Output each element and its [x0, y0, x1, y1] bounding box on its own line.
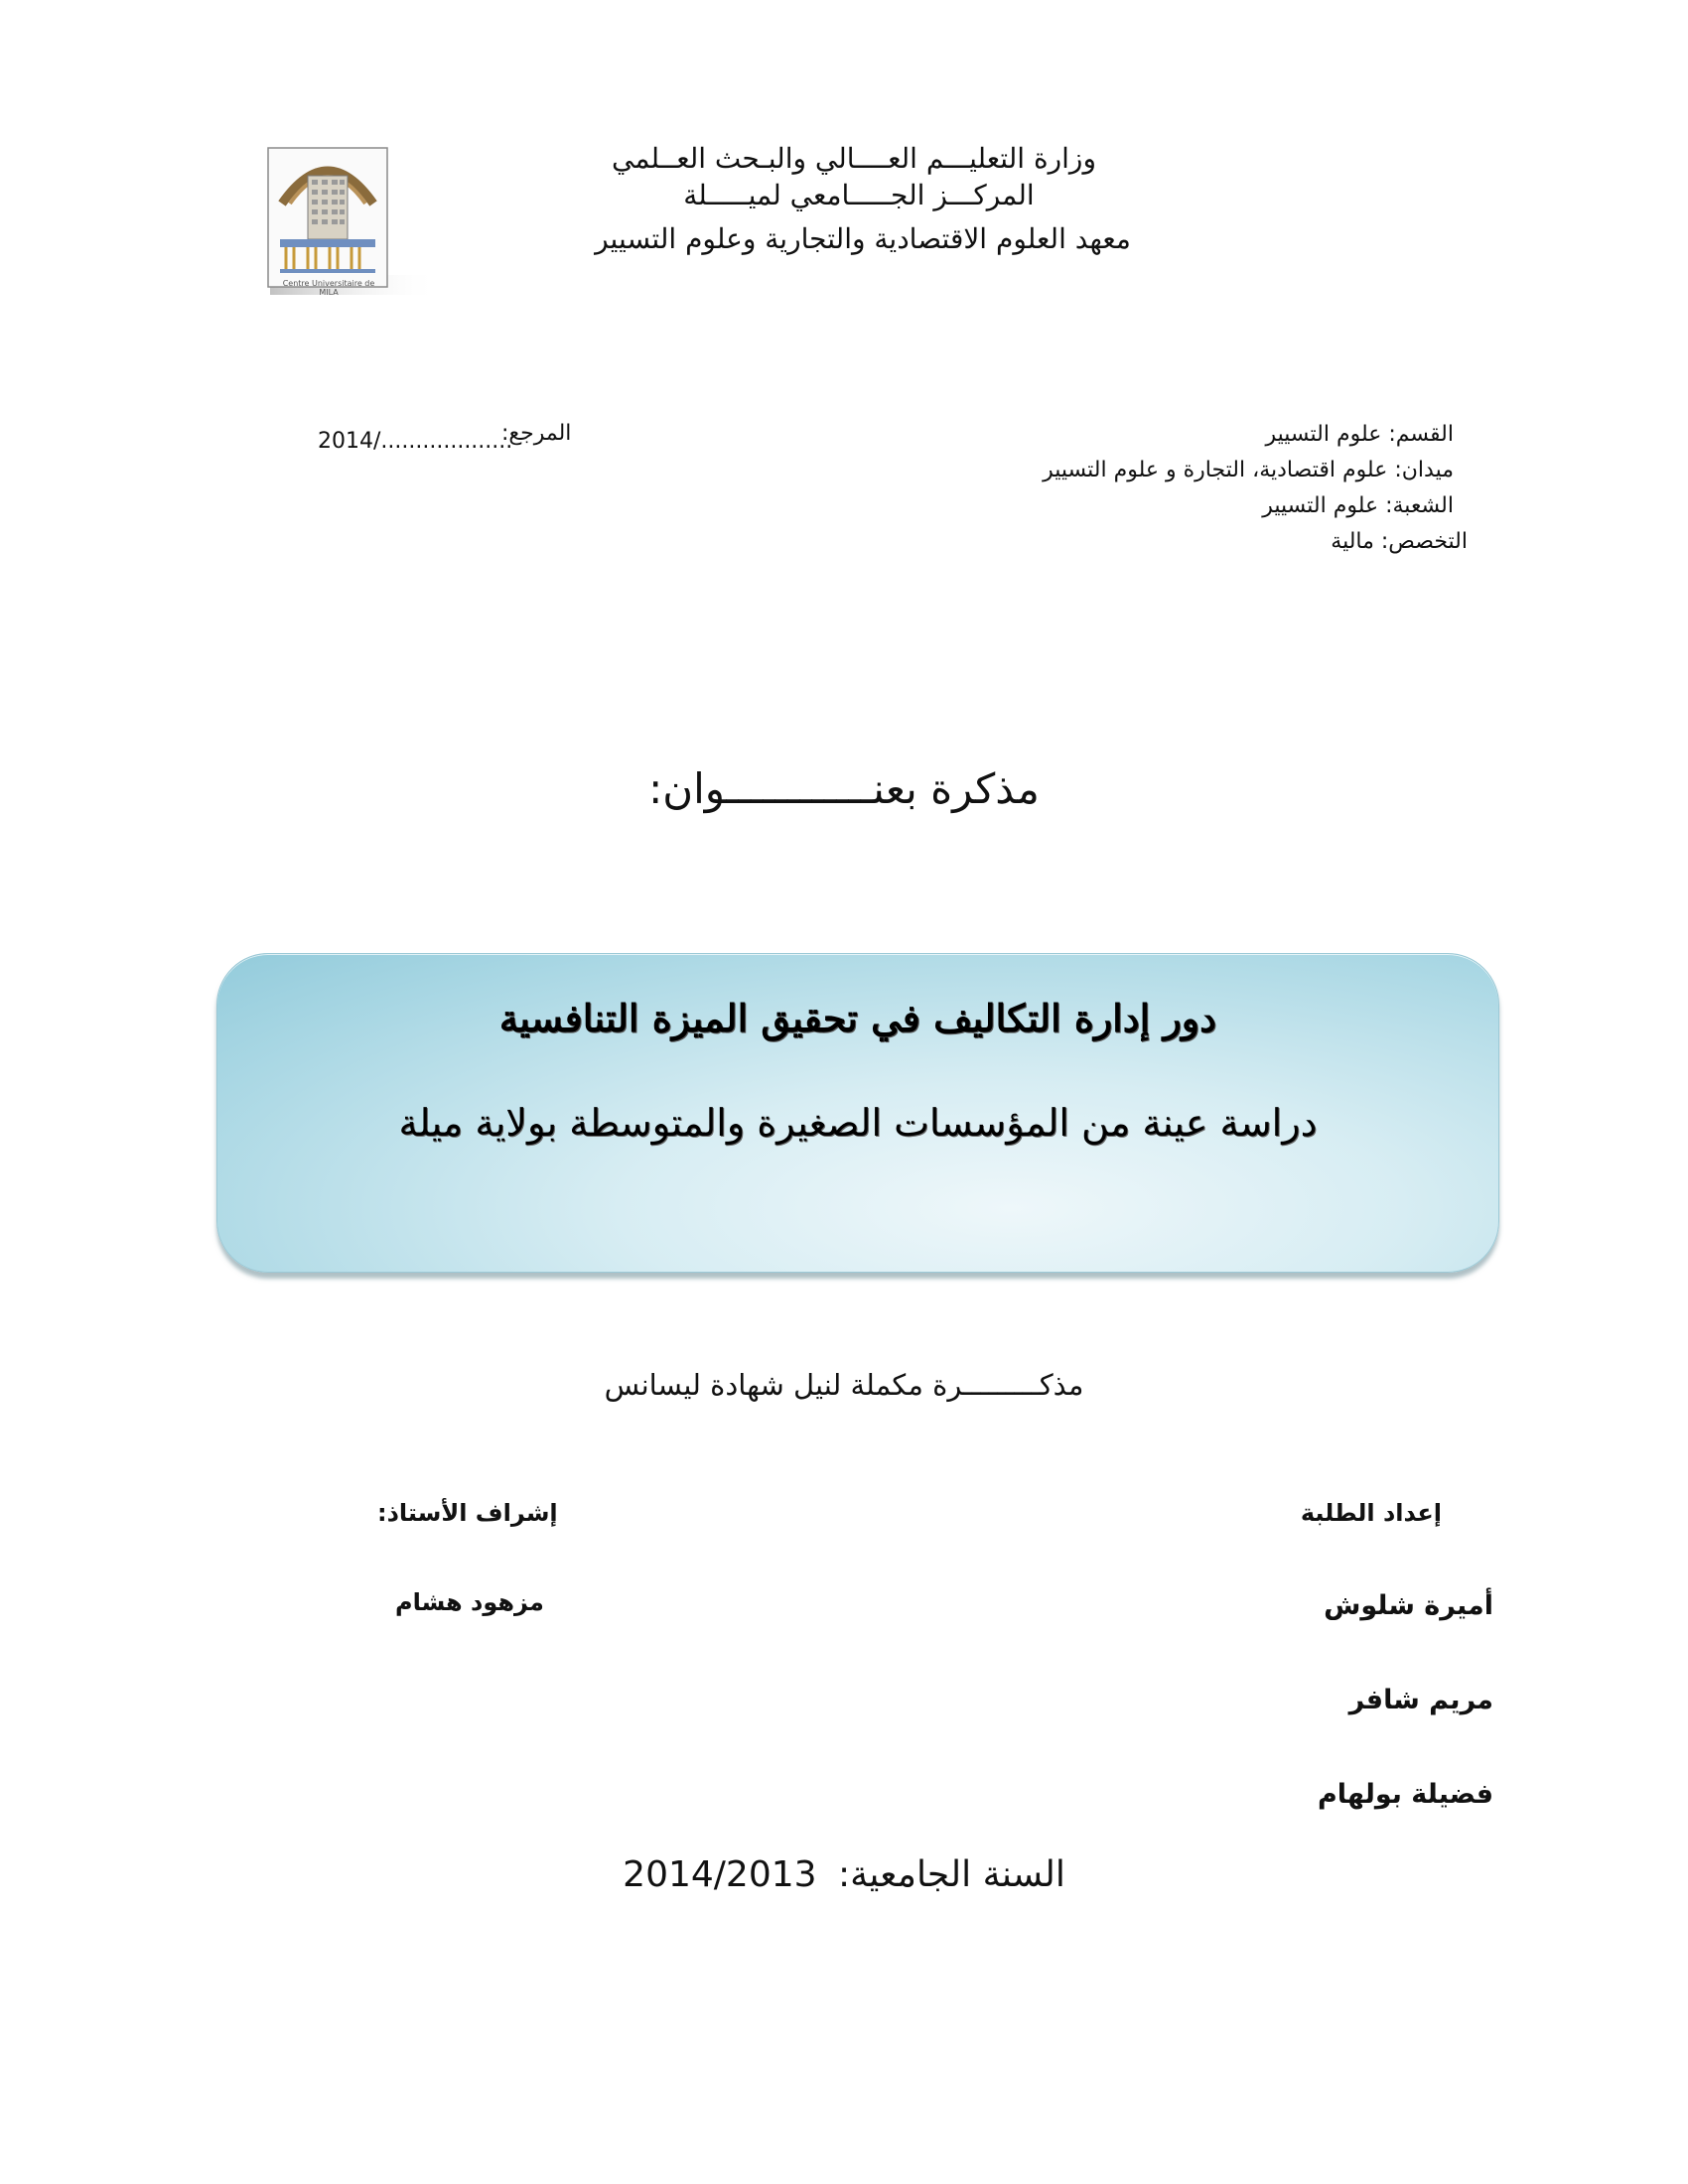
academic-year [0, 1854, 1688, 1895]
student-name: فضيلة بولهام [1317, 1779, 1493, 1810]
department-specialty: التخصص: مالية [1331, 529, 1468, 554]
supervisor-label: إشراف الأستاذ: [377, 1499, 558, 1527]
reference-label: المرجع: [501, 421, 572, 446]
department-info [951, 417, 1468, 560]
memo-heading: مذكرة بعنــــــــــــوان: [648, 764, 1040, 813]
institute-name: معهد العلوم الاقتصادية والتجارية وعلوم التسيير [595, 222, 1131, 255]
academic-year-label: السنة الجامعية: [838, 1854, 1065, 1895]
student-name: أميرة شلوش [1324, 1590, 1493, 1621]
header-ministry-line [0, 142, 1688, 175]
header-center-line [0, 179, 1688, 211]
degree-line: مذكـــــــــرة مكملة لنيل شهادة ليسانس [604, 1368, 1084, 1402]
supervisor-name: مزهود هشام [395, 1588, 544, 1616]
department-field: ميدان: علوم اقتصادية، التجارة و علوم التسيير [1043, 458, 1454, 482]
department-branch: الشعبة: علوم التسيير [1262, 493, 1454, 518]
academic-year-value: 2014/2013 [623, 1854, 817, 1895]
center-name: المركـــز الجـــــامعي لميـــــلة [683, 179, 1035, 211]
thesis-subtitle: دراسة عينة من المؤسسات الصغيرة والمتوسطة بولاية ميلة [398, 1101, 1318, 1145]
thesis-title: دور إدارة التكاليف في تحقيق الميزة التنافسية [498, 996, 1217, 1040]
students-label: إعداد الطلبة [1300, 1499, 1442, 1527]
ministry-name: وزارة التعليـــم العــــالي والبـحث العــلمي [612, 142, 1096, 175]
department-section: القسم: علوم التسيير [1265, 422, 1454, 447]
header-institute-line [0, 222, 1688, 255]
reference-value: 2014/................... [318, 429, 513, 454]
student-name: مريم شافر [1348, 1685, 1493, 1715]
logo-caption: Centre Universitaire de MILA [282, 279, 375, 297]
title-box [216, 953, 1499, 1273]
